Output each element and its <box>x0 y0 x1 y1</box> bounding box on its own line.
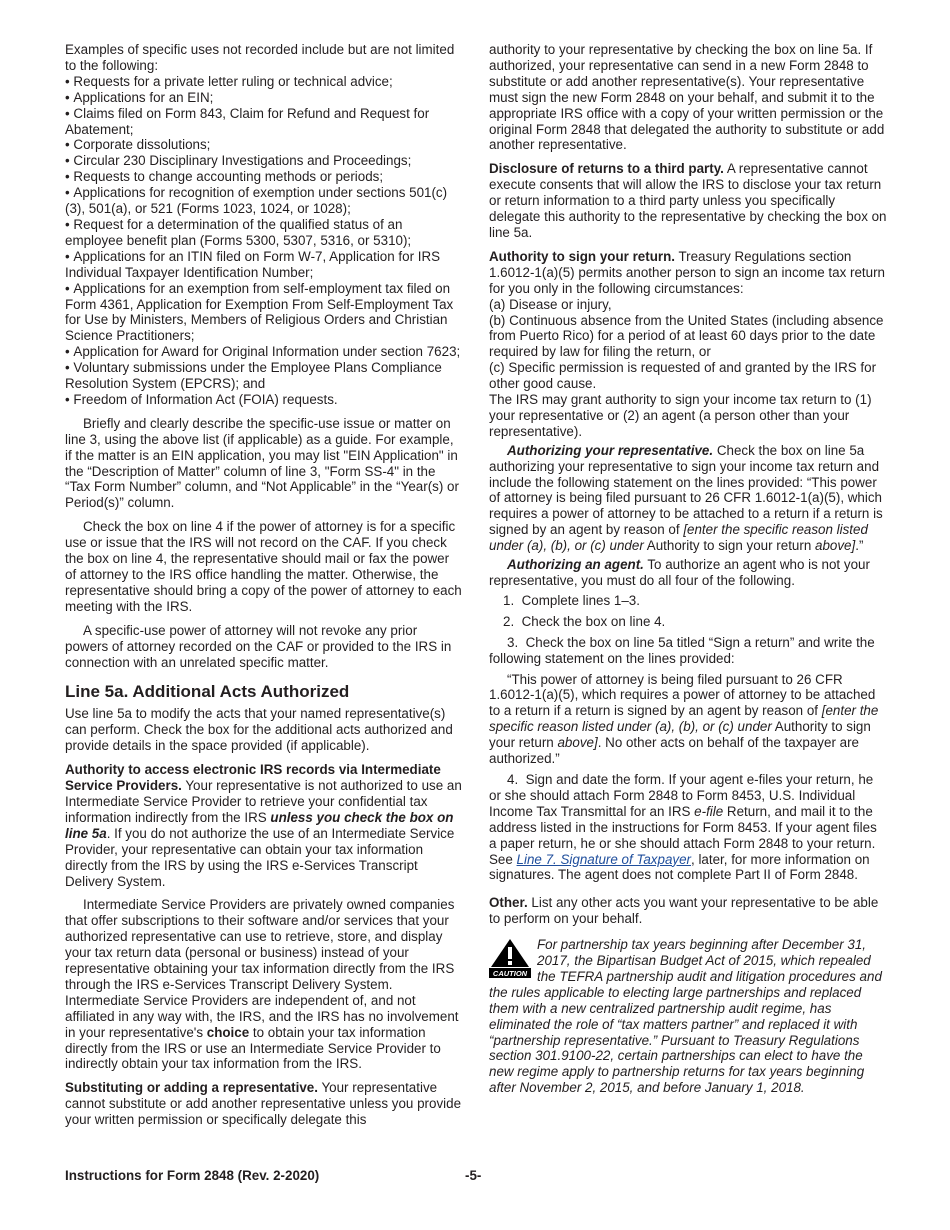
substituting-paragraph <box>65 1080 463 1128</box>
paragraph-text: . If you do not authorize the use of an Intermediate Service Provider, your representative can obtain your tax information directly from the IRS by using the IRS e-Services Transcript Delivery System. <box>65 825 455 889</box>
italic-text: above] <box>815 538 856 554</box>
grant-paragraph: The IRS may grant authority to sign your income tax return to (1) your representative or (2) an agent (a person other than your representative). <box>489 392 872 439</box>
statement-quote <box>489 672 887 767</box>
list-item: • Applications for an exemption from self-employment tax filed on Form 4361, Application for Exemption From Self-Employment Tax for Use by Ministers, Members of Religious Orders and Christian Science Practitioners; <box>65 281 463 345</box>
caution-note <box>489 937 887 1096</box>
step-3: 3. Check the box on line 5a titled “Sign a return” and write the following statement on the lines provided: <box>489 634 875 666</box>
circumstance-a: (a) Disease or injury, <box>489 296 612 312</box>
step-1: 1. Complete lines 1–3. <box>503 592 640 608</box>
authorizing-agent-heading: Authorizing an agent. <box>507 557 644 573</box>
list-item: • Voluntary submissions under the Employee Plans Compliance Resolution System (EPCRS); and <box>65 360 463 392</box>
paragraph-text: Authority to sign your return <box>643 538 815 554</box>
right-column <box>489 42 887 1096</box>
step-4 <box>489 772 887 883</box>
paragraph-text: Intermediate Service Providers are privately owned companies that offer subscriptions to their software and/or services that your authorized representative can use to retrieve, store, and display your tax return data (personal or business) instead of your representative obtaining your tax information directly from the IRS through the IRS e-Services Transcript Delivery System. Intermediate Service Providers are independent of, and not affiliated in any way with, the IRS, and the IRS has no involvement in your representative's <box>65 897 459 1040</box>
paragraph-text: “This power of attorney is being filed pursuant to 26 CFR 1.6012-1(a)(5), which requires a power of attorney to be attached to a return if a return is signed by an agent by reason of <box>489 671 876 719</box>
signature-of-taxpayer-link[interactable]: Line 7. Signature of Taxpayer <box>516 851 691 867</box>
sign-authority-heading: Authority to sign your return. <box>489 248 675 264</box>
isp-paragraph <box>65 897 463 1072</box>
paragraph-text: 4. Sign and date the form. If your agent e-files your return, he or she should attach Form 2848 to Form 8453, U.S. Individual Income Tax Transmittal for an IRS <box>489 771 874 819</box>
list-item: • Corporate dissolutions; <box>65 137 463 153</box>
paragraph-text: A representative cannot execute consents that will allow the IRS to disclose your tax return or return information to a third party unless you specifically delegate this authority to the representative by checking the box on line 5a. <box>489 161 887 240</box>
emphasis-text: choice <box>206 1024 250 1040</box>
list-item: • Circular 230 Disciplinary Investigations and Proceedings; <box>65 153 463 169</box>
continued-paragraph: authority to your representative by checking the box on line 5a. If authorized, your representative can send in a new Form 2848 to substitute or add another representative(s). Your representative must sign the new Form 2848 on your behalf, and submit it to the appropriate IRS office with a copy of your written permission or the original Form 2848 that delegated the authority to substitute or add another representative. <box>489 42 885 153</box>
page-number: -5- <box>465 1168 482 1183</box>
paragraph-text: Treasury Regulations section 1.6012-1(a)(5) permits another person to sign an income tax return for you only in the following circumstances: <box>489 248 885 296</box>
italic-text: above] <box>557 735 598 751</box>
paragraph-text: .” <box>855 538 864 554</box>
paragraph-text: to obtain your tax information directly from the IRS or use an Intermediate Service Provider to indirectly obtain your tax information from the IRS. <box>65 1024 441 1072</box>
left-column <box>65 42 463 1128</box>
list-item: • Applications for recognition of exemption under sections 501(c)(3), 501(a), or 521 (Forms 1023, 1024, or 1028); <box>65 185 463 217</box>
paragraph-text: Return, and mail it to the address listed in the instructions for Form 8453. If your agent files a paper return, he or she should attach Form 2848 to your return. See <box>489 803 877 867</box>
authorizing-agent-paragraph <box>489 557 887 589</box>
other-paragraph <box>489 895 887 927</box>
intro-text: Examples of specific uses not recorded include but are not limited to the following: <box>65 42 455 73</box>
electronic-records-paragraph <box>65 762 463 889</box>
paragraph-text: List any other acts you want your representative to be able to perform on your behalf. <box>489 895 879 927</box>
list-item: • Requests for a private letter ruling or technical advice; <box>65 74 463 90</box>
describe-paragraph: Briefly and clearly describe the specific-use issue or matter on line 3, using the above list (if applicable) as a guide. For example, if the matter is an EIN application, you may list "EIN Application" in the “Description of Matter” column of line 3, "Form SS-4" in the “Tax Form Number” column, and “Not Applicable” in the “Year(s) or Period(s)” column. <box>65 415 459 511</box>
disclosure-heading: Disclosure of returns to a third party. <box>489 161 724 177</box>
section-heading-line-5a: Line 5a. Additional Acts Authorized <box>65 682 350 702</box>
circumstance-b: (b) Continuous absence from the United States (including absence from Puerto Rico) for a period of at least 60 days prior to the date required by law for filing the return, or <box>489 312 884 360</box>
list-item: • Applications for an EIN; <box>65 90 463 106</box>
caution-text: For partnership tax years beginning after December 31, 2017, the Bipartisan Budget Act of 2015, which repealed the TEFRA partnership audit and litigation procedures and the rules applicable to electing large partnerships and replaced them with a new centralized partnership audit regime, has eliminated the role of “tax matters partner” and replaced it with “partnership representative.” Pursuant to Treasury Regulations section 301.9100-22, certain partnerships can elect to have the new regime apply to partnership returns for tax years beginning after November 2, 2015, and before January 1, 2018. <box>489 937 882 1096</box>
electronic-records-heading: Authority to access electronic IRS records via Intermediate Service Providers. <box>65 762 441 794</box>
authorizing-representative-heading: Authorizing your representative. <box>507 442 714 458</box>
sign-authority-paragraph <box>489 249 887 297</box>
paragraph-text: Check the box on line 5a authorizing your representative to sign your income tax return and include the following statement on the lines provided: “This power of attorney is being filed pursuant to 26 CFR 1.6012-1(a)(5), which requires a power of attorney to be attached to a return if a return is signed by an agent by reason of <box>489 442 883 538</box>
paragraph-text: To authorize an agent who is not your representative, you must do all four of the following. <box>489 557 870 588</box>
paragraph-text: , later, for more information on signatures. The agent does not complete Part II of Form 2848. <box>489 851 870 883</box>
other-heading: Other. <box>489 895 528 911</box>
authorizing-representative-paragraph <box>489 443 887 554</box>
list-item: • Freedom of Information Act (FOIA) requests. <box>65 392 463 408</box>
disclosure-paragraph <box>489 161 887 241</box>
list-item: • Requests to change accounting methods or periods; <box>65 169 463 185</box>
italic-text: [enter the specific reason listed under (a), (b), or (c) under <box>489 703 879 735</box>
caution-icon <box>489 938 531 978</box>
paragraph-text: Your representative cannot substitute or add another representative unless you provide your written permission or specifically delegate this <box>65 1080 462 1128</box>
circumstance-c: (c) Specific permission is requested of and granted by the IRS for other good cause. <box>489 360 877 392</box>
paragraph-text: Your representative is not authorized to use an Intermediate Service Provider to retrieve your confidential tax information indirectly from the IRS <box>65 778 462 825</box>
footer-form-title: Instructions for Form 2848 (Rev. 2-2020) <box>65 1168 320 1183</box>
list-item: • Application for Award for Original Information under section 7623; <box>65 344 463 360</box>
list-item: • Claims filed on Form 843, Claim for Refund and Request for Abatement; <box>65 106 463 138</box>
specific-use-paragraph: A specific-use power of attorney will not revoke any prior powers of attorney recorded on the CAF or provided to the IRS in connection with an unrelated specific matter. <box>65 622 452 670</box>
paragraph-text: Authority to sign your return <box>489 719 871 751</box>
step-2: 2. Check the box on line 4. <box>503 613 666 629</box>
caution-label: CAUTION <box>492 969 528 979</box>
italic-text: e-file <box>694 803 724 819</box>
line4-paragraph: Check the box on line 4 if the power of attorney is for a specific use or issue that the IRS will not record on the CAF. If you check the box on line 4, the representative should mail or fax the power of attorney to the IRS office handling the matter. Otherwise, the representative should bring a copy of the power of attorney to each meeting with the IRS. <box>65 519 462 614</box>
list-item: • Applications for an ITIN filed on Form W-7, Application for IRS Individual Taxpayer Identification Number; <box>65 249 463 281</box>
emphasis-text: unless you check the box on line 5a <box>65 809 454 841</box>
line5a-paragraph: Use line 5a to modify the acts that your named representative(s) can perform. Check the box for the additional acts authorized and provide details in the space provided (if applicable). <box>65 706 453 754</box>
specific-uses-list <box>65 74 463 408</box>
list-item: • Request for a determination of the qualified status of an employee benefit plan (Forms 5300, 5307, 5316, or 5310); <box>65 217 463 249</box>
substituting-heading: Substituting or adding a representative. <box>65 1080 318 1096</box>
paragraph-text: . No other acts on behalf of the taxpayer are authorized.” <box>489 735 859 767</box>
italic-text: [enter the specific reason listed under (a), (b), or (c) under <box>489 522 868 554</box>
